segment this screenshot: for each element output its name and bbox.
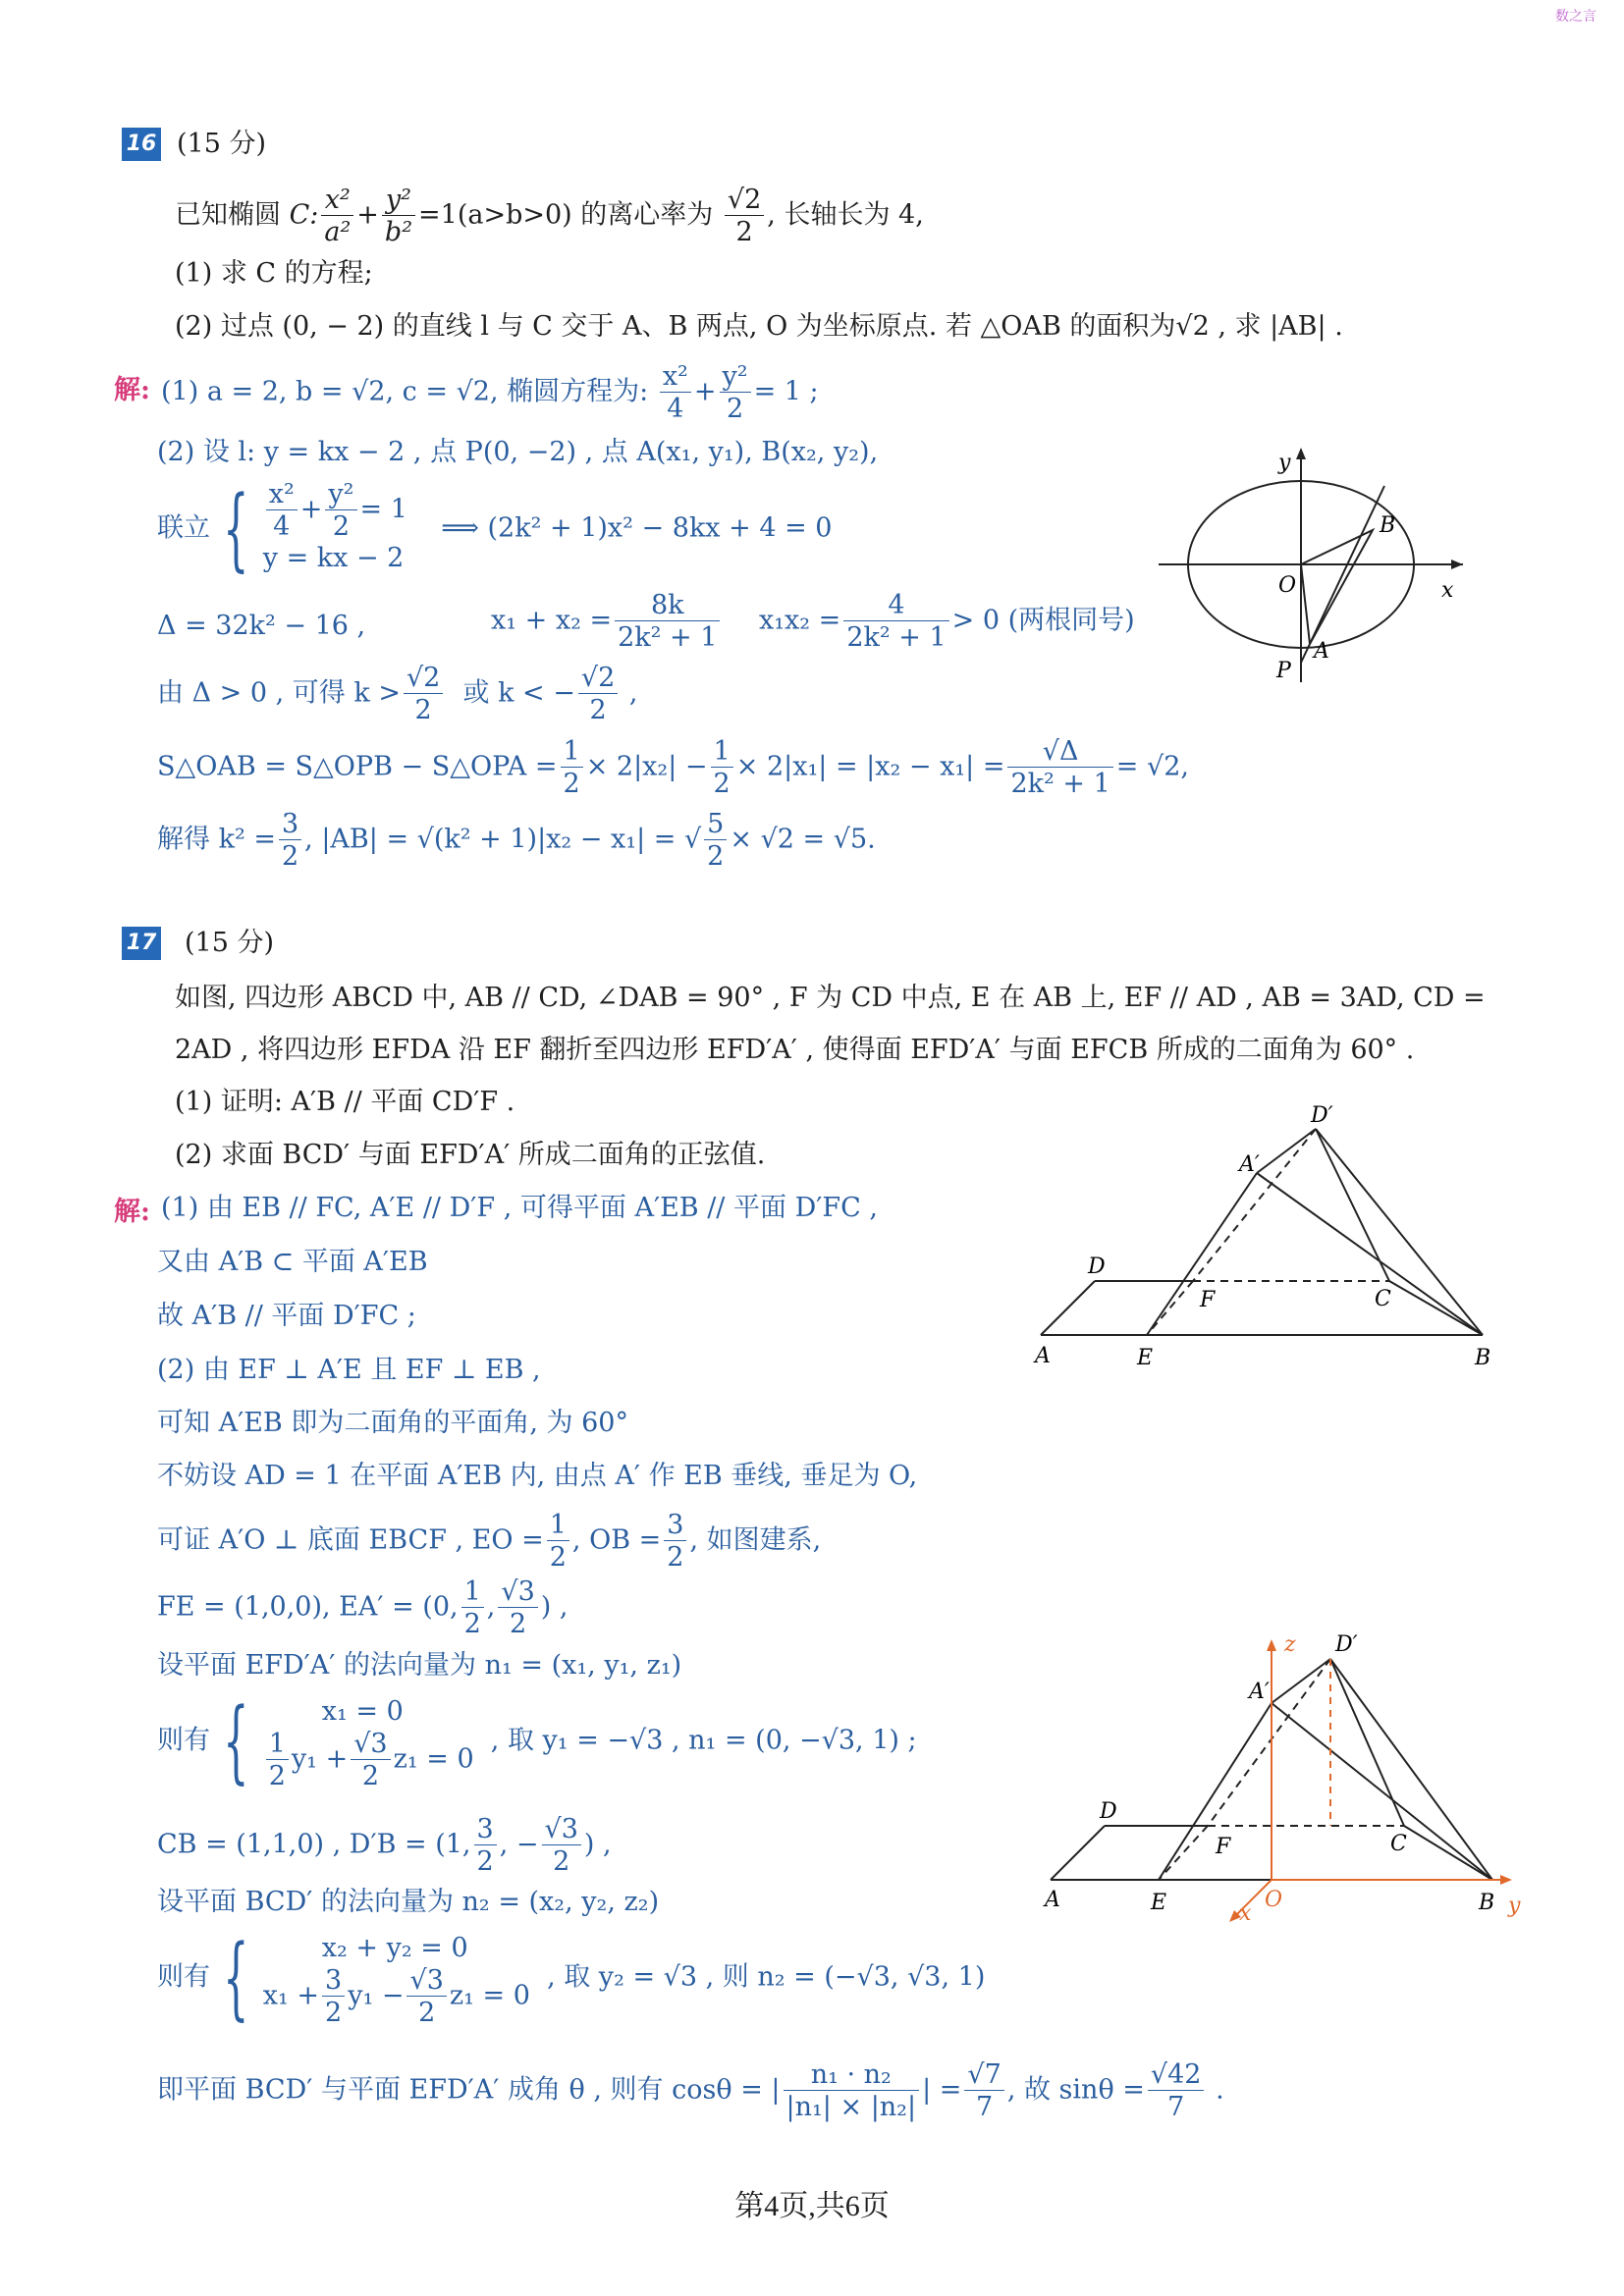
q16-part1: (1) 求 C 的方程; — [175, 258, 373, 289]
solution-17-label: 解: — [114, 1197, 150, 1227]
q17-score: (15 分) — [185, 928, 275, 958]
sol17-line13: 则有 { x₂ + y₂ = 0 x₁ + $\frac{3}{2}$ y₁ − $\frac{√3}{2}$ z₁ = 0 , 取 y₂ = √3 , 则 n₂ = (−√3, √3, 1) — [157, 1925, 986, 2030]
solution-16-label: 解: — [114, 375, 150, 405]
sol16-line2: (2) 设 l: y = kx − 2 , 点 P(0, −2) , 点 A(x₁, y₁), B(x₂, y₂), — [157, 437, 879, 467]
fig2-d-label: D — [1088, 1255, 1106, 1279]
fig2-f-label: F — [1200, 1288, 1216, 1312]
q17-line1: 如图, 四边形 ABCD 中, AB // CD, ∠DAB = 90° , F 为 CD 中点, E 在 AB 上, EF // AD , AB = 3AD, CD = — [175, 983, 1486, 1013]
fig3-a-label: A — [1045, 1888, 1060, 1912]
sol17-line12: 设平面 BCD′ 的法向量为 n₂ = (x₂, y₂, z₂) — [157, 1887, 660, 1917]
sol16-line6: S△OAB = S△OPB − S△OPA = $\frac{1}{2}$ × 2|x₂| − $\frac{1}{2}$ × 2|x₁| = |x₂ − x₁| = $\frac{√\Delta}{\text{2k² + 1}}$ = √2, — [157, 736, 1189, 799]
fig3-c-label: C — [1390, 1832, 1407, 1856]
fig3-x-label: x — [1239, 1901, 1252, 1924]
sol17-line11: CB = (1,1,0) , D′B = (1, $\frac{3}{2}$ , − $\frac{√3}{2}$ ) , — [157, 1814, 612, 1877]
watermark: 数之言 — [1555, 9, 1597, 25]
sol16-line4c: x₁x₂ = $\frac{4}{\text{2k² + 1}}$ > 0 (两根同号) — [759, 590, 1135, 653]
sol16-line4b: x₁ + x₂ = $\frac{8k}{\text{2k² + 1}}$ — [491, 592, 723, 651]
page-footer: 第4页,共6页 — [734, 2190, 890, 2222]
q16-part2: (2) 过点 (0, − 2) 的直线 l 与 C 交于 A、B 两点, O 为坐标原点. 若 △OAB 的面积为√2 , 求 |AB| . — [175, 311, 1343, 342]
q17-line2: 2AD , 将四边形 EFDA 沿 EF 翻折至四边形 EFD′A′ , 使得面 EFD′A′ 与面 EFCB 所成的二面角为 60° . — [175, 1035, 1415, 1065]
sol16-line4a: Δ = 32k² − 16 , — [157, 611, 366, 641]
sol17-line8: FE = (1,0,0), EA′ = (0, $\frac{1}{2}$ , $\frac{√3}{2}$ ) , — [157, 1576, 568, 1639]
ellipse-figure — [1149, 442, 1473, 687]
sol17-line7: 可证 A′O ⊥ 底面 EBCF , EO = $\frac{1}{2}$ , OB = $\frac{3}{2}$ , 如图建系, — [157, 1510, 822, 1573]
fig2-a1-label: A′ — [1239, 1152, 1260, 1177]
sol17-line6: 不妨设 AD = 1 在平面 A′EB 内, 由点 A′ 作 EB 垂线, 垂足为 O, — [157, 1461, 918, 1491]
sol17-line14: 即平面 BCD′ 与平面 EFD′A′ 成角 θ , 则有 cosθ = | $\frac{\text{n₁ · n₂}}{\text{|n₁| × |n₂|}}$ | = $\frac{√7}{7}$ , 故 sinθ = $\frac{√42}{7}$ . — [157, 2059, 1224, 2122]
q17-part2: (2) 求面 BCD′ 与面 EFD′A′ 所成二面角的正弦值. — [175, 1140, 766, 1170]
fig1-b-label: B — [1380, 513, 1396, 538]
sol16-line1: (1) a = 2, b = √2, c = √2, 椭圆方程为: $\frac{\text{x²}}{4}$ + $\frac{\text{y²}}{2}$ = 1 ; — [161, 361, 819, 424]
fig3-y-label: y — [1508, 1894, 1521, 1918]
fig3-d-label: D — [1100, 1799, 1117, 1824]
fig2-e-label: E — [1137, 1346, 1154, 1370]
fig1-o-label: O — [1278, 573, 1297, 598]
question-17-badge: 17 — [122, 927, 161, 960]
q17-part1: (1) 证明: A′B // 平面 CD′F . — [175, 1087, 515, 1117]
sol17-line10: 则有 { x₁ = 0 $\frac{1}{2}$ y₁ + $\frac{√3}{2}$ z₁ = 0 , 取 y₁ = −√3 , n₁ = (0, −√3, 1) ; — [157, 1688, 917, 1793]
fig1-x-label: x — [1441, 578, 1454, 603]
sol16-line5: 由 Δ > 0 , 可得 k > $\frac{√2}{2}$ 或 k < − $\frac{√2}{2}$ , — [157, 663, 638, 725]
sol17-line3: 故 A′B // 平面 D′FC ; — [157, 1301, 416, 1331]
fig2-a-label: A — [1035, 1344, 1051, 1368]
question-16-badge: 16 — [122, 128, 161, 161]
coordinate-figure — [1021, 1610, 1542, 1924]
fig1-p-label: P — [1276, 659, 1291, 683]
sol17-line4: (2) 由 EF ⊥ A′E 且 EF ⊥ EB , — [157, 1355, 541, 1385]
fig3-e-label: E — [1151, 1891, 1167, 1915]
fig3-o-label: O — [1265, 1888, 1283, 1912]
fig3-d1-label: D′ — [1335, 1632, 1358, 1657]
fig3-a1-label: A′ — [1249, 1680, 1270, 1704]
fold-figure — [1021, 1104, 1512, 1389]
sol17-line9: 设平面 EFD′A′ 的法向量为 n₁ = (x₁, y₁, z₁) — [157, 1650, 682, 1681]
fig3-f-label: F — [1216, 1835, 1231, 1859]
sol17-line5: 可知 A′EB 即为二面角的平面角, 为 60° — [157, 1408, 628, 1438]
fig2-b-label: B — [1475, 1346, 1491, 1370]
fig3-b-label: B — [1479, 1891, 1495, 1915]
sol16-line3: 联立 { $\frac{\text{x²}}{4}$ + $\frac{\text{y²}}{2}$ = 1 y = kx − 2 ⟹ (2k² + 1)x² − 8kx + 4 = 0 — [157, 476, 833, 581]
sol17-line2: 又由 A′B ⊂ 平面 A′EB — [157, 1247, 428, 1277]
sol17-line1: (1) 由 EB // FC, A′E // D′F , 可得平面 A′EB // 平面 D′FC , — [161, 1193, 878, 1223]
fig1-a-label: A — [1314, 639, 1329, 664]
sol16-line7: 解得 k² = $\frac{3}{2}$ , |AB| = √(k² + 1)|x₂ − x₁| = √ $\frac{5}{2}$ × √2 = √5. — [157, 809, 876, 872]
q16-score: (15 分) — [177, 129, 267, 159]
q16-intro: 已知椭圆 C: $\frac{\text{x²}}{\text{a²}}$ + $\frac{\text{y²}}{\text{b²}}$ =1(a>b>0) 的离心率为 $\frac{√2}{2}$ , 长轴长为 4, — [175, 185, 924, 247]
fig2-c-label: C — [1375, 1287, 1391, 1311]
fig1-y-label: y — [1278, 451, 1291, 475]
fig2-d1-label: D′ — [1311, 1104, 1333, 1128]
fig3-z-label: z — [1284, 1632, 1296, 1657]
